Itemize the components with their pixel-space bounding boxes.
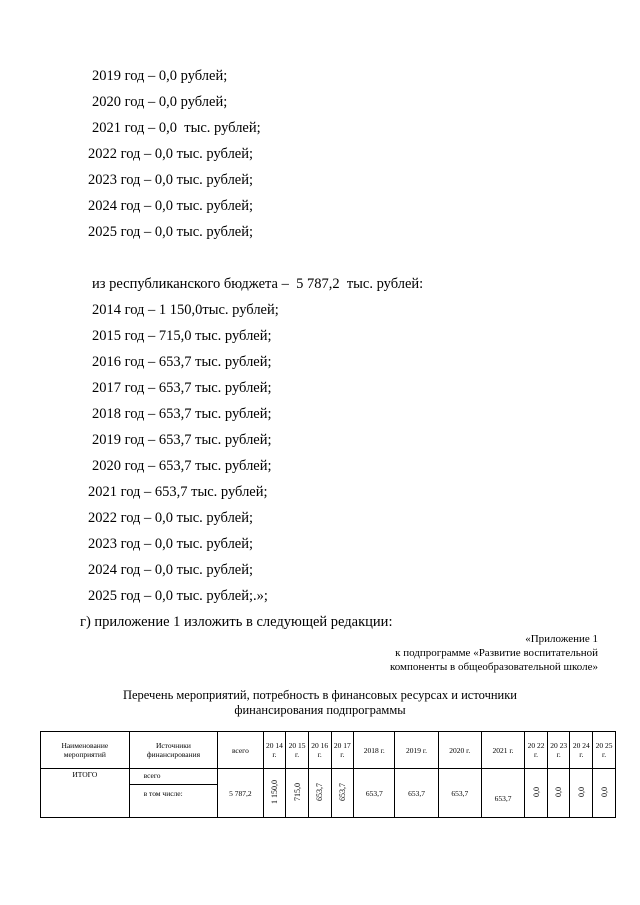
header-year: 20 24 г. [570,732,593,769]
table-header-row [41,732,616,769]
budget-line: 2019 год – 653,7 тыс. рублей; [92,432,272,448]
header-year: 20 22 г. [525,732,548,769]
budget-line: 2020 год – 0,0 рублей; [92,94,228,110]
appendix-subprogram: к подпрограмме «Развитие воспитательной [395,647,598,659]
budget-line: 2014 год – 1 150,0тыс. рублей; [92,302,279,318]
cell-value: 0,0 [593,769,616,818]
budget-line: 2015 год – 715,0 тыс. рублей; [92,328,272,344]
budget-line: 2022 год – 0,0 тыс. рублей; [88,146,254,162]
budget-line: 2023 год – 0,0 тыс. рублей; [88,536,254,552]
budget-line: 2016 год – 653,7 тыс. рублей; [92,354,272,370]
header-year: 2019 г. [395,732,438,769]
cell-value: 715,0 [286,769,309,818]
header-year: 20 23 г. [547,732,570,769]
cell-total: 5 787,2 [218,769,263,818]
budget-line: 2023 год – 0,0 тыс. рублей; [88,172,254,188]
header-total: всего [218,732,263,769]
header-year: 20 14 г. [263,732,286,769]
budget-line: 2024 год – 0,0 тыс. рублей; [88,198,254,214]
budget-line: 2018 год – 653,7 тыс. рублей; [92,406,272,422]
budget-line: 2019 год – 0,0 рублей; [92,68,228,84]
table-title: финансирования подпрограммы [234,703,406,717]
financing-table [40,731,616,818]
cell-value: 653,7 [395,769,438,818]
cell-value: 653,7 [354,769,395,818]
republic-budget-heading: из республиканского бюджета – 5 787,2 тыс. рублей: [92,276,424,292]
budget-line: 2017 год – 653,7 тыс. рублей; [92,380,272,396]
table-title: Перечень мероприятий, потребность в финансовых ресурсах и источники [122,688,517,702]
budget-line: 2021 год – 0,0 тыс. рублей; [92,120,261,136]
budget-line: 2021 год – 653,7 тыс. рублей; [88,484,268,500]
cell-value: 0,0 [525,769,548,818]
header-name: Наименование мероприятий [41,732,130,769]
source-all: всего [130,769,218,785]
budget-line: 2025 год – 0,0 тыс. рублей; [88,224,254,240]
cell-value: 653,7 [331,769,354,818]
cell-value: 0,0 [570,769,593,818]
instruction-text: г) приложение 1 изложить в следующей редакции: [80,614,393,630]
source-incl: в том числе: [143,789,183,798]
header-year: 2021 г. [481,732,524,769]
header-year: 20 17 г. [331,732,354,769]
cell-value: 653,7 [481,769,524,818]
budget-line: 2025 год – 0,0 тыс. рублей;.»; [88,588,268,604]
header-sources: Источники финансирования [129,732,218,769]
row-sources [129,769,218,818]
header-year: 2018 г. [354,732,395,769]
table-row [41,769,616,818]
budget-line: 2020 год – 653,7 тыс. рублей; [92,458,272,474]
cell-value: 1 150,0 [263,769,286,818]
budget-line: 2022 год – 0,0 тыс. рублей; [88,510,254,526]
cell-value: 653,7 [308,769,331,818]
appendix-number: «Приложение 1 [525,633,598,645]
header-year: 20 16 г. [308,732,331,769]
header-year: 20 15 г. [286,732,309,769]
appendix-subprogram: компоненты в общеобразовательной школе» [389,661,598,673]
budget-line: 2024 год – 0,0 тыс. рублей; [88,562,254,578]
header-year: 2020 г. [438,732,481,769]
row-name: ИТОГО [41,769,130,818]
cell-value: 0,0 [547,769,570,818]
cell-value: 653,7 [438,769,481,818]
header-year: 20 25 г. [593,732,616,769]
